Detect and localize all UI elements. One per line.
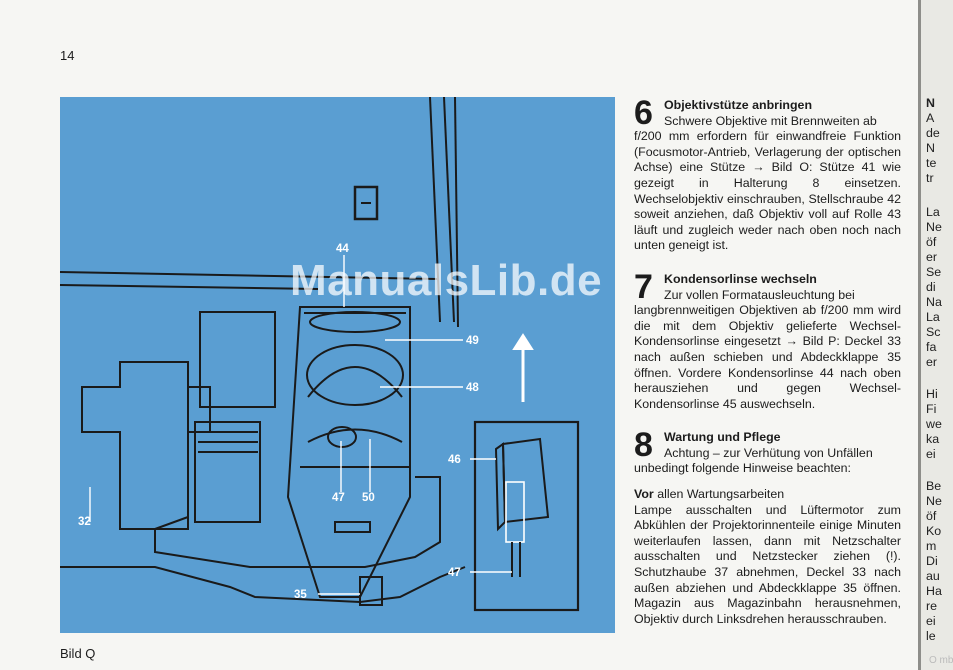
right-fragment: Sc xyxy=(926,325,941,339)
right-fragment: Ne xyxy=(926,494,942,508)
label-47: 47 xyxy=(332,492,345,504)
right-fragment: re xyxy=(926,599,938,613)
right-fragment: ei xyxy=(926,447,936,461)
section-number: 6 xyxy=(634,94,653,132)
right-fragment: öf xyxy=(926,235,937,249)
section-6 xyxy=(634,94,901,254)
subheading-bold: Vor xyxy=(634,487,654,502)
section-first-line: Schwere Objektive mit Brennweiten ab xyxy=(664,113,877,128)
section-heading: Kondensorlinse wechseln xyxy=(664,271,817,286)
label-32: 32 xyxy=(78,516,91,528)
right-fragment: La xyxy=(926,205,940,219)
right-fragment: tr xyxy=(926,171,934,185)
right-fragment: A xyxy=(926,111,935,125)
right-fragment: La xyxy=(926,310,940,324)
figure-bild-q xyxy=(60,97,615,633)
right-fragment: er xyxy=(926,355,938,369)
right-fragment: Be xyxy=(926,479,942,493)
right-fragment: Fi xyxy=(926,402,937,416)
section-body: f/200 mm erfordern für einwandfreie Funktion (Focusmotor-Antrieb, Verlagerung der optischen Achse) eine Stütze → Bild O: Stütze 41 wie gezeigt in Halterung 8 einsetzen. Wechselobjektiv einschrauben, Stellschraube 42 soweit anziehen, daß Objektiv voll auf Rolle 43 läuft und zugleich weder nach oben noch nach unten geneigt ist. xyxy=(634,129,901,253)
label-47-inset: 47 xyxy=(448,567,461,579)
section-body: langbrennweitigen Objektiven ab f/200 mm wird die mit dem Objektiv gelieferte Wechsel-Kondensorlinse eingesetzt → Bild P: Deckel 33 nach außen schieben und Abdeckklappe 35 öffnen. Vordere Kondensorlinse 44 nach oben herausziehen und gegen Wechsel-Kondensorlinse 45 auswechseln. xyxy=(634,303,901,411)
subsection-body: Lampe ausschalten und Lüftermotor zum Abkühlen der Projektorinnenteile einige Minuten weiterlaufen lassen, dann mit Netzschalter ausschalten und Netzstecker ziehen (!). Schutzhaube 37 abnehmen, Deckel 33 nach außen abziehen und Abdeckklappe 35 öffnen. Magazin aus Magazinbahn herausnehmen, Objektiv durch Linksdrehen herausschrauben. xyxy=(634,502,901,626)
subheading xyxy=(634,487,901,503)
right-page-edge xyxy=(918,0,953,670)
figure-caption: Bild Q xyxy=(60,646,96,661)
right-fragment: N xyxy=(926,96,935,110)
section-number: 7 xyxy=(634,267,653,306)
section-heading: Objektivstütze anbringen xyxy=(664,98,813,112)
right-fragment: N xyxy=(926,141,935,155)
label-46: 46 xyxy=(448,454,461,466)
right-page-footer: O mb xyxy=(929,655,953,666)
label-50: 50 xyxy=(362,492,375,504)
right-fragment: au xyxy=(926,569,940,583)
right-fragment: er xyxy=(926,250,938,264)
label-44: 44 xyxy=(336,243,349,255)
right-fragment: öf xyxy=(926,509,937,523)
right-fragment: we xyxy=(926,417,942,431)
section-heading: Wartung und Pflege xyxy=(664,430,781,445)
right-fragment: ka xyxy=(926,432,940,446)
right-fragment: Na xyxy=(926,295,942,309)
right-fragment: Di xyxy=(926,554,938,568)
right-fragment: fa xyxy=(926,340,937,354)
label-49: 49 xyxy=(466,335,479,347)
section-first-line: Zur vollen Formatausleuchtung bei xyxy=(664,287,855,302)
section-7 xyxy=(634,267,901,412)
section-number: 8 xyxy=(634,426,653,465)
label-48: 48 xyxy=(466,382,479,394)
right-fragment: m xyxy=(926,539,937,553)
right-fragment: ei xyxy=(926,614,936,628)
projector-illustration xyxy=(60,97,615,633)
right-fragment: di xyxy=(926,280,936,294)
right-fragment: le xyxy=(926,629,936,643)
subheading-rest: allen Wartungsarbeiten xyxy=(653,487,785,502)
section-8 xyxy=(634,426,901,627)
section-body: unbedingt folgende Hinweise beachten: xyxy=(634,461,851,476)
right-fragment: de xyxy=(926,126,940,140)
right-fragment: Ko xyxy=(926,524,942,538)
right-fragment: te xyxy=(926,156,937,170)
right-fragment: Ha xyxy=(926,584,942,598)
right-fragment: Ne xyxy=(926,220,942,234)
section-first-line: Achtung – zur Verhütung von Unfällen xyxy=(664,445,873,460)
instruction-text xyxy=(634,94,901,627)
label-35: 35 xyxy=(294,589,307,601)
watermark: ManualsLib.de xyxy=(290,256,603,305)
right-fragment: Hi xyxy=(926,387,938,401)
page-number: 14 xyxy=(60,48,75,63)
right-fragment: Se xyxy=(926,265,942,279)
